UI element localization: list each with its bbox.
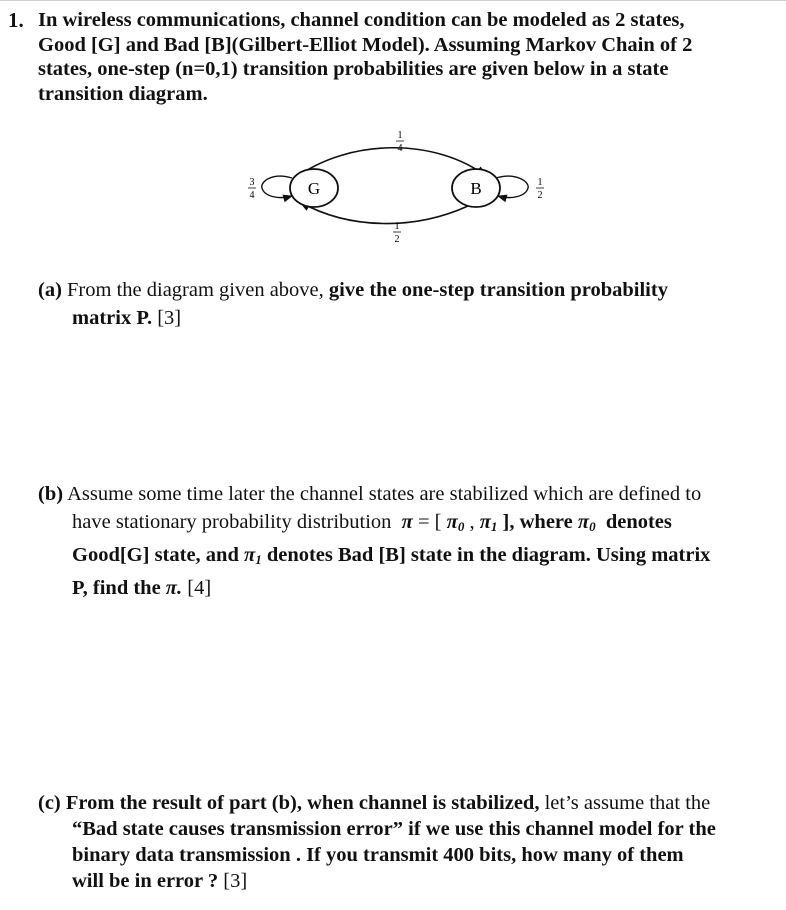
question-line: states, one-step (n=0,1) transition probabilities are given below in a state [38, 58, 669, 80]
pi0-subscript: 0 [457, 519, 465, 534]
question-line: In wireless communications, channel condition can be modeled as 2 states, [38, 9, 685, 31]
part-b-line-3 [38, 541, 778, 574]
prob-g-to-g-num: 3 [249, 177, 255, 188]
part-c-label: (c) From the result of part (b), when channel is stabilized, [38, 792, 540, 814]
state-b-label: B [470, 179, 482, 198]
part-b-text-4a: P, find the [72, 577, 161, 599]
part-b-text-2d: denotes [605, 511, 672, 533]
question-line: transition diagram. [38, 82, 208, 105]
part-a [38, 276, 778, 332]
part-c-text-1: let’s assume that the [544, 792, 711, 814]
part-b-text-1: Assume some time later the channel states are stabilized which are defined to [67, 483, 702, 505]
prob-g-to-b [396, 130, 404, 154]
part-b-text-2b: = [ [417, 511, 442, 533]
pi1-symbol-b: π [243, 544, 256, 566]
part-a-text-2: give the one-step transition probability [328, 279, 668, 301]
prob-b-to-g-num: 1 [394, 221, 400, 232]
part-a-line-2 [38, 304, 778, 332]
state-transition-diagram [200, 120, 580, 260]
part-c-line-1 [38, 790, 778, 816]
part-c [38, 790, 778, 894]
pi-symbol-end: π. [165, 577, 183, 599]
part-b [38, 480, 778, 602]
top-border [0, 0, 786, 1]
pi1-subscript-b: 1 [255, 552, 262, 567]
part-b-marks: [4] [187, 577, 212, 599]
pi1-symbol: π [479, 511, 491, 533]
part-c-line-2: “Bad state causes transmission error” if we use this channel model for the [72, 818, 716, 840]
part-b-line-2 [38, 508, 778, 541]
question-text [38, 8, 776, 106]
part-c-text-4: will be in error ? [72, 870, 219, 892]
question-number: 1. [8, 8, 24, 32]
part-b-text-2c: ], where [502, 511, 573, 533]
part-c-line-3: binary data transmission . If you transmit 400 bits, how many of them [72, 844, 684, 866]
pi0-symbol: π [446, 511, 458, 533]
part-a-text-1: From the diagram given above, [67, 279, 324, 301]
part-a-marks: [3] [157, 307, 182, 329]
part-b-line-1 [38, 480, 778, 508]
pi1-subscript: 1 [490, 519, 498, 534]
part-a-line-1 [38, 276, 778, 304]
prob-g-to-b-den: 4 [397, 143, 403, 154]
pi0-symbol-b: π [577, 511, 590, 533]
prob-b-to-b-den: 2 [537, 190, 543, 201]
self-loop-g [262, 176, 292, 197]
part-a-text-3: matrix P. [72, 307, 153, 329]
part-b-text-3b: denotes Bad [B] state in the diagram. Using matrix [266, 544, 711, 566]
prob-g-to-b-num: 1 [397, 130, 403, 141]
prob-b-to-g-den: 2 [394, 234, 400, 245]
part-b-comma: , [469, 511, 475, 533]
prob-b-to-b [536, 177, 544, 201]
part-c-line-4 [38, 868, 778, 894]
part-c-marks: [3] [223, 870, 248, 892]
part-b-line-4 [38, 574, 778, 602]
prob-g-to-g-den: 4 [249, 190, 255, 201]
prob-b-to-g [393, 221, 401, 245]
part-b-text-2a: have stationary probability distribution [72, 511, 392, 533]
part-b-label: (b) [38, 483, 64, 505]
question-line: Good [G] and Bad [B](Gilbert-Elliot Model). Assuming Markov Chain of 2 [38, 33, 693, 56]
part-a-label: (a) [38, 279, 62, 301]
prob-g-to-g [248, 177, 256, 201]
pi-symbol: π [401, 511, 413, 533]
part-b-text-3a: Good[G] state, and [72, 544, 239, 566]
pi0-subscript-b: 0 [589, 519, 596, 534]
state-g-label: G [307, 179, 321, 198]
prob-b-to-b-num: 1 [537, 177, 543, 188]
